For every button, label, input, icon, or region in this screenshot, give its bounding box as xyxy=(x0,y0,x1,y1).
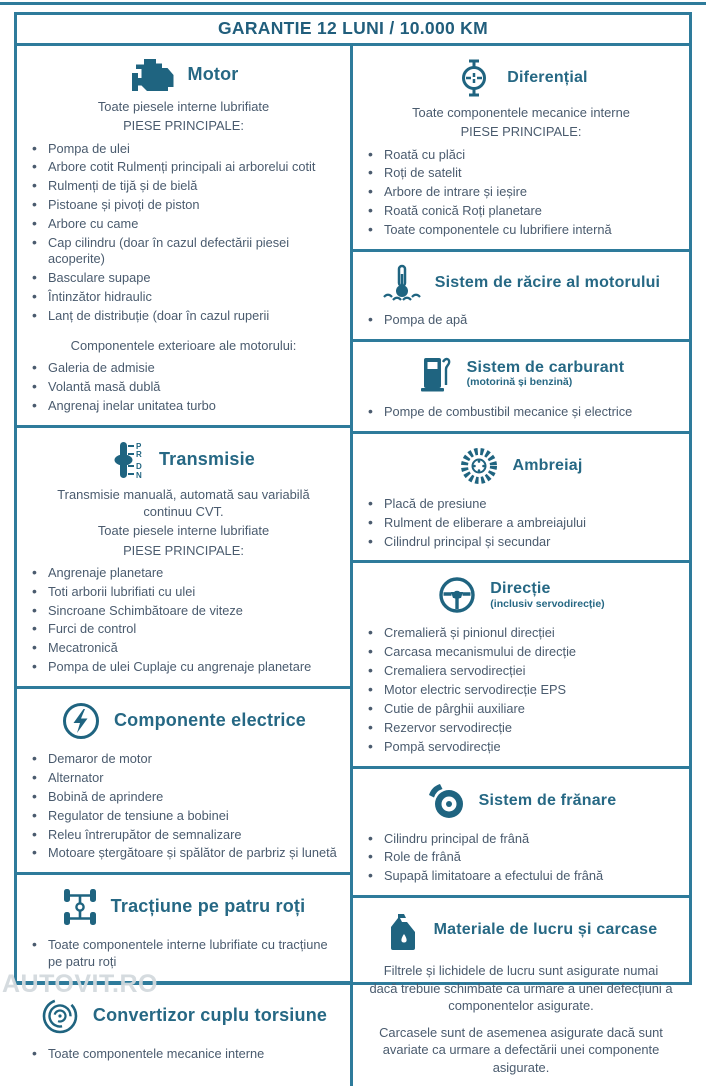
right-column xyxy=(353,46,689,1086)
section-intro-line: Toate piesele interne lubrifiate xyxy=(97,523,270,539)
section-title: Tracțiune pe patru roți xyxy=(110,896,306,917)
svg-text:D: D xyxy=(135,461,142,471)
bullet-list xyxy=(357,404,685,420)
section-intro-line: Transmisie manuală, automată sau variabilă continuu CVT. xyxy=(57,486,310,519)
section-title: Direcție xyxy=(490,580,551,598)
section-franare xyxy=(353,769,689,899)
list-item: • Releu întrerupător de semnalizare xyxy=(45,827,344,843)
gear-shifter-icon xyxy=(112,440,146,480)
section-intro-line: PIESE PRINCIPALE: xyxy=(123,118,244,134)
torque-converter-icon xyxy=(40,996,80,1036)
list-item: • Motoare ștergătoare și spălător de parbriz și lunetă xyxy=(45,845,344,861)
list-item: • Pompa de ulei Cuplaje cu angrenaje planetare xyxy=(45,659,344,675)
section-racire xyxy=(353,252,689,342)
section-titlewrap xyxy=(507,69,587,87)
svg-text:N: N xyxy=(135,470,142,480)
page-title: GARANTIE 12 LUNI / 10.000 KM xyxy=(17,15,689,46)
list-item: • Pompa de ulei xyxy=(45,141,344,157)
section-title: Motor xyxy=(187,64,239,85)
list-item: • Supapă limitatoare a efectului de frână xyxy=(381,868,683,884)
watermark: AUTOVIT.RO xyxy=(2,970,158,998)
list-item: • Alternator xyxy=(45,770,344,786)
bullet-list xyxy=(357,831,685,885)
section-tractiune xyxy=(17,875,350,984)
oil-canister-icon xyxy=(385,910,421,950)
list-item: • Arbore de intrare și ieșire xyxy=(381,184,683,200)
list-item: • Mecatronică xyxy=(45,640,344,656)
thermometer-icon xyxy=(382,264,422,302)
section-directie xyxy=(353,563,689,768)
list-item: • Cutie de pârghii auxiliare xyxy=(381,701,683,717)
list-item: • Toate componentele cu lubrifiere internă xyxy=(381,222,683,238)
differential-icon xyxy=(454,58,494,98)
lightning-icon xyxy=(61,701,101,741)
bullet-list xyxy=(357,147,685,239)
section-header-directie xyxy=(357,565,685,620)
section-header-transmisie xyxy=(21,430,346,485)
list-item: • Cremaliera servodirecției xyxy=(381,663,683,679)
columns-container xyxy=(17,46,689,1086)
section-header-carburant xyxy=(357,344,685,399)
bullet-list xyxy=(21,565,346,676)
list-item: • Motor electric servodirecție EPS xyxy=(381,682,683,698)
page-top-border xyxy=(0,2,706,5)
list-item: • Arbore cotit Rulmenți principali ai arborelui cotit xyxy=(45,159,344,175)
bullet-list xyxy=(21,360,346,414)
svg-text:R: R xyxy=(135,449,142,459)
list-item: • Roată cu plăci xyxy=(381,147,683,163)
section-carburant xyxy=(353,342,689,434)
list-item: • Pompă servodirecție xyxy=(381,739,683,755)
section-header-motor xyxy=(21,48,346,97)
list-item: • Bobină de aprindere xyxy=(45,789,344,805)
section-header-componente-electrice xyxy=(21,691,346,746)
list-item: • Sincroane Schimbătoare de viteze xyxy=(45,603,344,619)
list-item: • Roți de satelit xyxy=(381,165,683,181)
list-item: • Toate componentele mecanice interne xyxy=(45,1046,344,1062)
bullet-list xyxy=(21,751,346,862)
steering-wheel-icon xyxy=(437,575,477,615)
section-titlewrap xyxy=(512,457,582,475)
list-item: • Pompa de apă xyxy=(381,312,683,328)
brake-disc-icon xyxy=(426,781,466,821)
list-item: • Angrenaje planetare xyxy=(45,565,344,581)
list-item: • Toti arborii lubrifiati cu ulei xyxy=(45,584,344,600)
list-item: • Toate componentele interne lubrifiate cu tracțiune pe patru roți xyxy=(45,937,344,970)
bullet-list xyxy=(357,312,685,328)
section-titlewrap xyxy=(159,450,255,470)
section-header-tractiune xyxy=(21,877,346,932)
section-ambreiaj xyxy=(353,434,689,564)
section-componente-electrice xyxy=(17,689,350,875)
list-item: • Rezervor servodirecție xyxy=(381,720,683,736)
engine-icon xyxy=(129,58,175,92)
section-convertizor xyxy=(17,984,350,1086)
clutch-disc-icon xyxy=(459,446,499,486)
section-titlewrap xyxy=(435,274,660,292)
section-paragraph: Carcasele sunt de asemenea asigurate dacă sunt avariate ca urmare a defectării unei componente asigurate. xyxy=(379,1024,663,1075)
section-titlewrap xyxy=(111,897,306,917)
section-title: Materiale de lucru și carcase xyxy=(433,921,658,939)
section-titlewrap xyxy=(188,65,239,85)
section-titlewrap xyxy=(479,792,617,810)
list-item: • Cilindrul principal și secundar xyxy=(381,534,683,550)
awd-drivetrain-icon xyxy=(62,887,98,927)
section-title: Componente electrice xyxy=(113,710,307,731)
section-transmisie xyxy=(17,428,350,689)
list-item: • Basculare supape xyxy=(45,270,344,286)
bullet-list xyxy=(21,1046,346,1062)
list-item: • Roată conică Roți planetare xyxy=(381,203,683,219)
list-item: • Cremalieră și pinionul direcției xyxy=(381,625,683,641)
list-item: • Regulator de tensiune a bobinei xyxy=(45,808,344,824)
section-intro-line: PIESE PRINCIPALE: xyxy=(460,124,582,140)
section-paragraph: Filtrele și lichidele de lucru sunt asigurate numai dacă trebuie schimbate ca urmare a unei defecțiuni a componentelor asigurate. xyxy=(369,963,673,1014)
bullet-list xyxy=(21,141,346,325)
bullet-list xyxy=(357,625,685,755)
section-extra-heading: Componentele exterioare ale motorului: xyxy=(70,337,297,353)
section-header-diferential xyxy=(357,48,685,103)
section-intro-line: Toate piesele interne lubrifiate xyxy=(97,99,270,114)
section-title: Sistem de carburant xyxy=(466,358,625,376)
section-title: Sistem de răcire al motorului xyxy=(434,274,661,292)
section-subtitle: (inclusiv servodirecție) xyxy=(490,597,605,610)
list-item: • Întinzător hidraulic xyxy=(45,289,344,305)
list-item: • Pompe de combustibil mecanice și electrice xyxy=(381,404,683,420)
section-intro-line: PIESE PRINCIPALE: xyxy=(123,542,244,558)
list-item: • Placă de presiune xyxy=(381,496,683,512)
list-item: • Volantă masă dublă xyxy=(45,379,344,395)
section-intro-line: Toate componentele mecanice interne xyxy=(412,105,630,120)
section-titlewrap xyxy=(93,1006,327,1026)
list-item: • Carcasa mecanismului de direcție xyxy=(381,644,683,660)
list-item: • Role de frână xyxy=(381,849,683,865)
section-header-franare xyxy=(357,771,685,826)
section-titlewrap xyxy=(114,711,306,731)
svg-text:P: P xyxy=(135,441,142,451)
section-subtitle: (motorină și benzină) xyxy=(466,376,573,389)
section-title: Sistem de frănare xyxy=(478,791,617,809)
section-title: Diferențial xyxy=(507,69,588,87)
fuel-pump-icon xyxy=(418,354,454,394)
list-item: • Angrenaj inelar unitatea turbo xyxy=(45,398,344,414)
section-header-ambreiaj xyxy=(357,436,685,491)
section-header-materiale xyxy=(357,900,685,955)
bullet-list xyxy=(21,937,346,970)
section-materiale xyxy=(353,898,689,1086)
section-title: Ambreiaj xyxy=(512,457,583,475)
list-item: • Demaror de motor xyxy=(45,751,344,767)
section-titlewrap xyxy=(467,359,625,389)
section-title: Convertizor cuplu torsiune xyxy=(92,1005,328,1026)
list-item: • Cilindru principal de frână xyxy=(381,831,683,847)
list-item: • Arbore cu came xyxy=(45,216,344,232)
list-item: • Galeria de admisie xyxy=(45,360,344,376)
section-title: Transmisie xyxy=(158,448,256,469)
section-titlewrap xyxy=(490,580,604,610)
list-item: • Rulment de eliberare a ambreiajului xyxy=(381,515,683,531)
section-motor xyxy=(17,46,350,428)
list-item: • Furci de control xyxy=(45,621,344,637)
list-item: • Cap cilindru (doar în cazul defectării piesei acoperite) xyxy=(45,235,344,268)
list-item: • Lanț de distribuție (doar în cazul ruperii xyxy=(45,308,344,324)
section-diferential xyxy=(353,46,689,252)
left-column xyxy=(17,46,353,1086)
list-item: • Rulmenți de tijă și de bielă xyxy=(45,178,344,194)
list-item: • Pistoane și pivoți de piston xyxy=(45,197,344,213)
section-header-racire xyxy=(357,254,685,307)
section-titlewrap xyxy=(434,921,658,939)
bullet-list xyxy=(357,496,685,550)
